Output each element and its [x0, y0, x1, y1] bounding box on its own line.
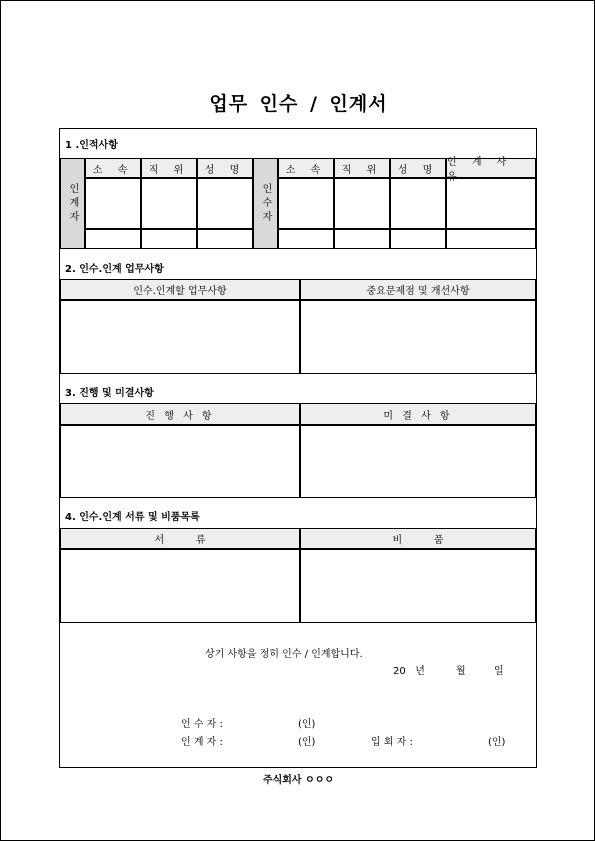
section-personal-title: 1 .인적사항	[65, 140, 118, 151]
receiver-seal[interactable]: (인)	[298, 719, 316, 730]
giver-name-field-2[interactable]	[197, 229, 253, 249]
receiver-name-field-2[interactable]	[390, 229, 446, 249]
date-year: 20 년	[393, 666, 425, 677]
giver-col-name: 성 명	[197, 158, 253, 178]
receiver-col-affiliation: 소 속	[278, 158, 334, 178]
giver-label: 인계자	[60, 158, 85, 249]
handover-form	[59, 128, 537, 768]
giver-seal[interactable]: (인)	[298, 737, 316, 748]
documents-right-header: 비 품	[300, 528, 536, 549]
handover-reason-field[interactable]	[446, 178, 536, 229]
receiver-col-position: 직 위	[334, 158, 390, 178]
issues-field[interactable]	[300, 300, 536, 374]
giver-col-position: 직 위	[141, 158, 197, 178]
witness-seal[interactable]: (인)	[488, 737, 506, 748]
progress-right-header: 미 결 사 항	[300, 403, 536, 425]
document-title: 업무 인수 / 인계서	[209, 93, 388, 115]
giver-affiliation-field-2[interactable]	[85, 229, 141, 249]
witness-sign-label: 입 회 자 :	[371, 737, 413, 748]
giver-name-field[interactable]	[197, 178, 253, 229]
receiver-sign-label: 인 수 자 :	[181, 719, 223, 730]
receiver-col-name: 성 명	[390, 158, 446, 178]
date-month: 월	[456, 666, 466, 677]
receiver-col-reason: 인 계 사 유	[446, 158, 536, 178]
date-day: 일	[494, 666, 504, 677]
section-work-title: 2. 인수.인계 업무사항	[65, 264, 164, 275]
progress-left-header: 진 행 사 항	[60, 403, 300, 425]
section-progress-title: 3. 진행 및 미결사항	[65, 388, 154, 399]
documents-left-header: 서 류	[60, 528, 300, 549]
handover-reason-field-2[interactable]	[446, 229, 536, 249]
giver-col-affiliation: 소 속	[85, 158, 141, 178]
receiver-affiliation-field-2[interactable]	[278, 229, 334, 249]
company-name: 주식회사 ㅇㅇㅇ	[262, 775, 335, 786]
giver-affiliation-field[interactable]	[85, 178, 141, 229]
in-progress-field[interactable]	[60, 425, 300, 498]
section-documents-title: 4. 인수.인계 서류 및 비품목록	[65, 512, 200, 523]
receiver-name-field[interactable]	[390, 178, 446, 229]
work-right-header: 중요문제점 및 개선사항	[300, 279, 536, 300]
equipment-field[interactable]	[300, 549, 536, 623]
receiver-position-field[interactable]	[334, 178, 390, 229]
work-left-header: 인수.인계할 업무사항	[60, 279, 300, 300]
receiver-label: 인수자	[253, 158, 278, 249]
receiver-position-field-2[interactable]	[334, 229, 390, 249]
pending-field[interactable]	[300, 425, 536, 498]
giver-position-field-2[interactable]	[141, 229, 197, 249]
confirm-statement: 상기 사항을 정히 인수 / 인계합니다.	[205, 649, 363, 660]
giver-position-field[interactable]	[141, 178, 197, 229]
documents-field[interactable]	[60, 549, 300, 623]
receiver-affiliation-field[interactable]	[278, 178, 334, 229]
work-items-field[interactable]	[60, 300, 300, 374]
giver-sign-label: 인 계 자 :	[181, 737, 223, 748]
